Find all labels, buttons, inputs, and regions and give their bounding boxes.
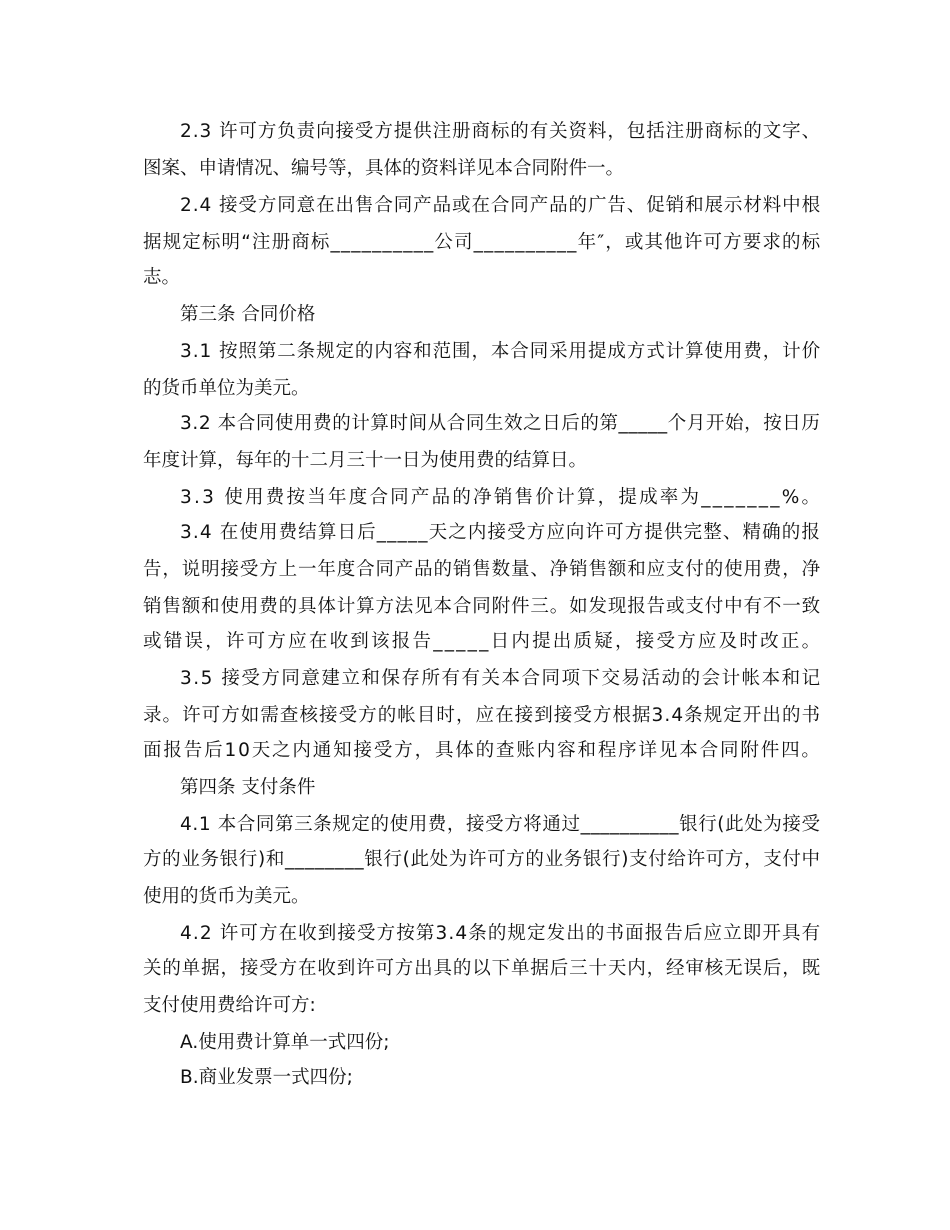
- article-3-heading: 第三条 合同价格: [180, 304, 316, 325]
- clause-3-4-line-2: 告，说明接受方上一年度合同产品的销售数量、净销售额和应支付的使用费，净: [143, 559, 821, 580]
- clause-3-1-line-2: 的货币单位为美元。: [143, 378, 310, 399]
- clause-3-1-line-1: 3.1 按照第二条规定的内容和范围，本合同采用提成方式计算使用费，计价: [180, 341, 822, 362]
- clause-4-1-line-1: 4.1 本合同第三条规定的使用费，接受方将通过__________银行(此处为接受: [180, 814, 821, 835]
- clause-4-2-line-2: 关的单据，接受方在收到许可方出具的以下单据后三十天内，经审核无误后，既: [143, 958, 821, 979]
- clause-2-4-line-1: 2.4 接受方同意在出售合同产品或在合同产品的广告、促销和展示材料中根: [180, 195, 822, 216]
- clause-3-4-line-1: 3.4 在使用费结算日后_____天之内接受方应向许可方提供完整、精确的报: [180, 522, 821, 543]
- clause-3-2-line-2: 年度计算，每年的十二月三十一日为使用费的结算日。: [143, 450, 588, 471]
- clause-3-2-line-1: 3.2 本合同使用费的计算时间从合同生效之日后的第_____个月开始，按日历: [180, 413, 821, 434]
- clause-4-2-line-1: 4.2 许可方在收到接受方按第3.4条的规定发出的书面报告后应立即开具有: [180, 923, 822, 944]
- clause-4-1-line-3: 使用的货币为美元。: [143, 886, 310, 907]
- clause-2-3-line-2: 图案、申请情况、编号等，具体的资料详见本合同附件一。: [143, 158, 625, 179]
- clause-3-5-line-1: 3.5 接受方同意建立和保存所有有关本合同项下交易活动的会计帐本和记: [180, 668, 822, 689]
- clause-3-4-line-4: 或错误，许可方应在收到该报告_____日内提出质疑，接受方应及时改正。: [143, 631, 823, 652]
- clause-2-3-line-1: 2.3 许可方负责向接受方提供注册商标的有关资料，包括注册商标的文字、: [180, 121, 822, 142]
- clause-2-4-line-2: 据规定标明“注册商标__________公司__________年″，或其他许可方要求的标: [143, 232, 822, 253]
- clause-3-5-line-3: 面报告后10天之内通知接受方，具体的查账内容和程序详见本合同附件四。: [143, 740, 822, 761]
- list-item-a: A.使用费计算单一式四份;: [180, 1032, 390, 1053]
- list-item-b: B.商业发票一式四份;: [180, 1067, 353, 1088]
- clause-4-1-line-2: 方的业务银行)和________银行(此处为许可方的业务银行)支付给许可方，支付中: [143, 849, 821, 870]
- article-4-heading: 第四条 支付条件: [180, 777, 316, 798]
- clause-3-3-line-1: 3.3 使用费按当年度合同产品的净销售价计算，提成率为_______%。: [180, 487, 823, 508]
- clause-3-5-line-2: 录。许可方如需查核接受方的帐目时，应在接到接受方根据3.4条规定开出的书: [143, 705, 822, 726]
- clause-4-2-line-3: 支付使用费给许可方:: [143, 995, 316, 1016]
- clause-3-4-line-3: 销售额和使用费的具体计算方法见本合同附件三。如发现报告或支付中有不一致: [143, 596, 821, 617]
- clause-2-4-line-3: 志。: [143, 267, 181, 288]
